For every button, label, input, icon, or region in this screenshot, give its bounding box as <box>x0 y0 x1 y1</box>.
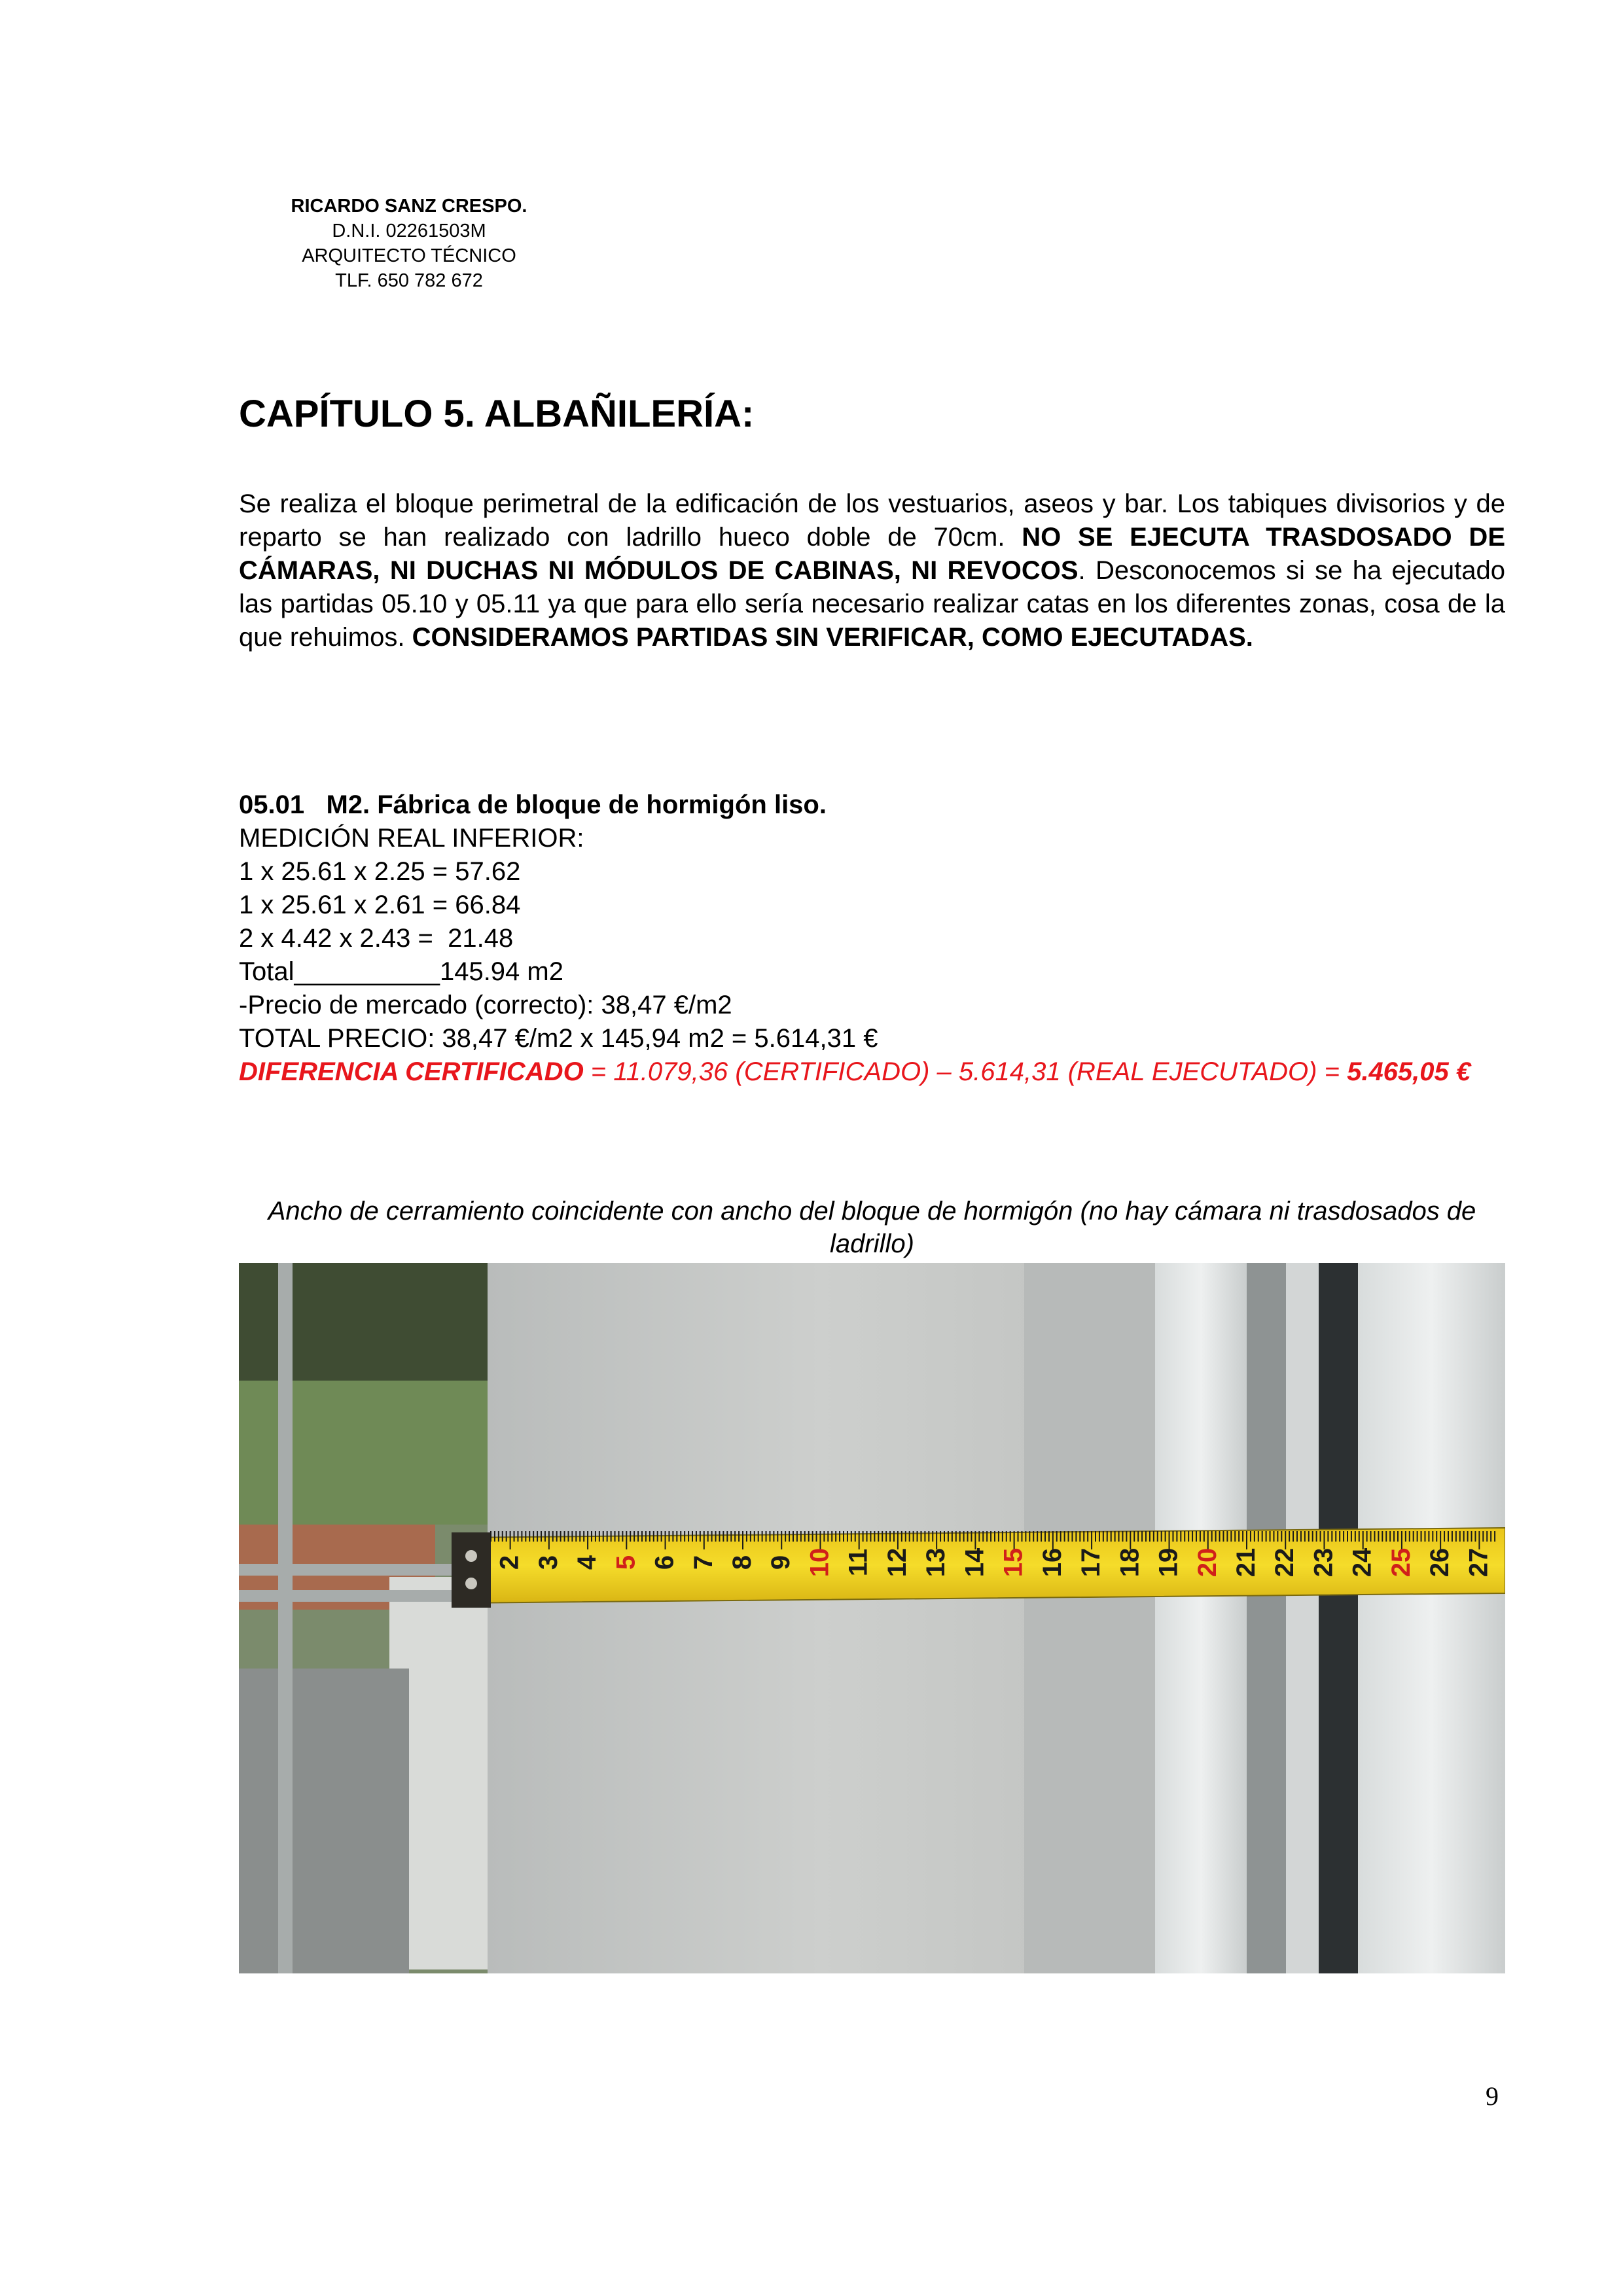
tape-number: 23 <box>1309 1547 1338 1578</box>
measurement-line: 1 x 25.61 x 2.25 = 57.62 <box>239 857 521 886</box>
tape-number: 18 <box>1115 1547 1145 1578</box>
tape-number: 17 <box>1077 1547 1106 1578</box>
tape-number: 15 <box>999 1547 1028 1578</box>
lawn <box>239 1381 488 1525</box>
author-name: RICARDO SANZ CRESPO. <box>291 196 527 217</box>
frame-gap <box>1247 1263 1286 1973</box>
fence-rail <box>239 1590 488 1602</box>
tape-number: 10 <box>805 1547 834 1578</box>
tape-number: 3 <box>533 1555 563 1570</box>
tape-number: 2 <box>495 1555 524 1570</box>
fence-rail <box>239 1564 488 1576</box>
tape-number: 6 <box>650 1555 679 1570</box>
door-panel <box>1358 1263 1505 1973</box>
photo-illustration <box>239 1263 1505 1973</box>
measurement-line: MEDICIÓN REAL INFERIOR: <box>239 824 584 853</box>
author-header <box>262 194 556 293</box>
measurement-section <box>239 788 1505 1089</box>
frame-dark-gap <box>1319 1263 1358 1973</box>
tape-number: 13 <box>921 1547 951 1578</box>
tape-number: 24 <box>1347 1547 1377 1578</box>
total-price: TOTAL PRECIO: 38,47 €/m2 x 145,94 m2 = 5.614,31 € <box>239 1024 878 1053</box>
tape-number: 27 <box>1464 1547 1493 1578</box>
measurement-photo <box>239 1263 1505 1973</box>
tape-number: 7 <box>688 1555 718 1570</box>
tape-number: 5 <box>611 1555 641 1570</box>
tape-number: 19 <box>1154 1547 1183 1578</box>
tape-number: 22 <box>1270 1547 1300 1578</box>
measurement-line: 2 x 4.42 x 2.43 = 21.48 <box>239 924 514 953</box>
intro-bold-2: CONSIDERAMOS PARTIDAS SIN VERIFICAR, COMO EJECUTADAS. <box>412 623 1253 652</box>
tape-number: 14 <box>960 1547 990 1578</box>
fence-post <box>278 1263 293 1973</box>
frame-profile <box>1286 1263 1319 1973</box>
wall-edge-shadow <box>1024 1263 1155 1973</box>
difference-label: DIFERENCIA CERTIFICADO <box>239 1057 584 1086</box>
intro-text-1: Se realiza el bloque perimetral de la edificación de los vestuarios, aseos y bar. Los tabiques divisorios y de reparto se han realizado con ladrillo hueco doble de 70cm. <box>239 489 1505 552</box>
author-role: ARQUITECTO TÉCNICO <box>302 245 516 266</box>
tape-hook <box>452 1532 491 1608</box>
pavement <box>239 1669 409 1973</box>
tape-hook-rivet <box>465 1578 477 1589</box>
trees <box>239 1263 488 1381</box>
tape-number: 4 <box>573 1555 602 1570</box>
chapter-title: CAPÍTULO 5. ALBAÑILERÍA: <box>239 393 755 435</box>
tape-hook-rivet <box>465 1550 477 1562</box>
author-dni: D.N.I. 02261503M <box>332 221 486 241</box>
tape-number: 26 <box>1425 1547 1455 1578</box>
intro-text-2: . Desconocemos si se ha ejecutado las partidas 05.10 y 05.11 ya que para ello sería necesario realizar catas en los diferentes zonas, cosa de la que rehuimos. <box>239 556 1506 652</box>
measurement-total: Total__________145.94 m2 <box>239 957 563 986</box>
section-title: 05.01 M2. Fábrica de bloque de hormigón liso. <box>239 790 827 819</box>
tape-number: 20 <box>1192 1547 1222 1578</box>
tape-number: 25 <box>1386 1547 1416 1578</box>
certified-difference <box>239 1055 1505 1089</box>
market-price: -Precio de mercado (correcto): 38,47 €/m2 <box>239 991 732 1019</box>
door-frame <box>1155 1263 1247 1973</box>
difference-result: 5.465,05 € <box>1347 1057 1471 1086</box>
tape-number: 12 <box>882 1547 912 1578</box>
photo-caption: Ancho de cerramiento coincidente con ancho del bloque de hormigón (no hay cámara ni trasdosados de ladrillo) <box>268 1197 1476 1258</box>
page-number: 9 <box>1486 2081 1499 2111</box>
tape-number: 11 <box>844 1548 873 1577</box>
tape-number: 9 <box>766 1555 796 1570</box>
author-phone: TLF. 650 782 672 <box>335 270 483 291</box>
tape-number: 8 <box>728 1555 757 1570</box>
tape-number: 21 <box>1232 1547 1260 1578</box>
intro-bold-1: NO SE EJECUTA TRASDOSADO DE CÁMARAS, NI DUCHAS NI MÓDULOS DE CABINAS, NI REVOCOS <box>239 523 1506 585</box>
tape-number: 16 <box>1037 1547 1067 1578</box>
intro-paragraph <box>239 487 1505 654</box>
measurement-line: 1 x 25.61 x 2.61 = 66.84 <box>239 891 521 919</box>
difference-text: = 11.079,36 (CERTIFICADO) – 5.614,31 (REAL EJECUTADO) = <box>583 1057 1347 1086</box>
